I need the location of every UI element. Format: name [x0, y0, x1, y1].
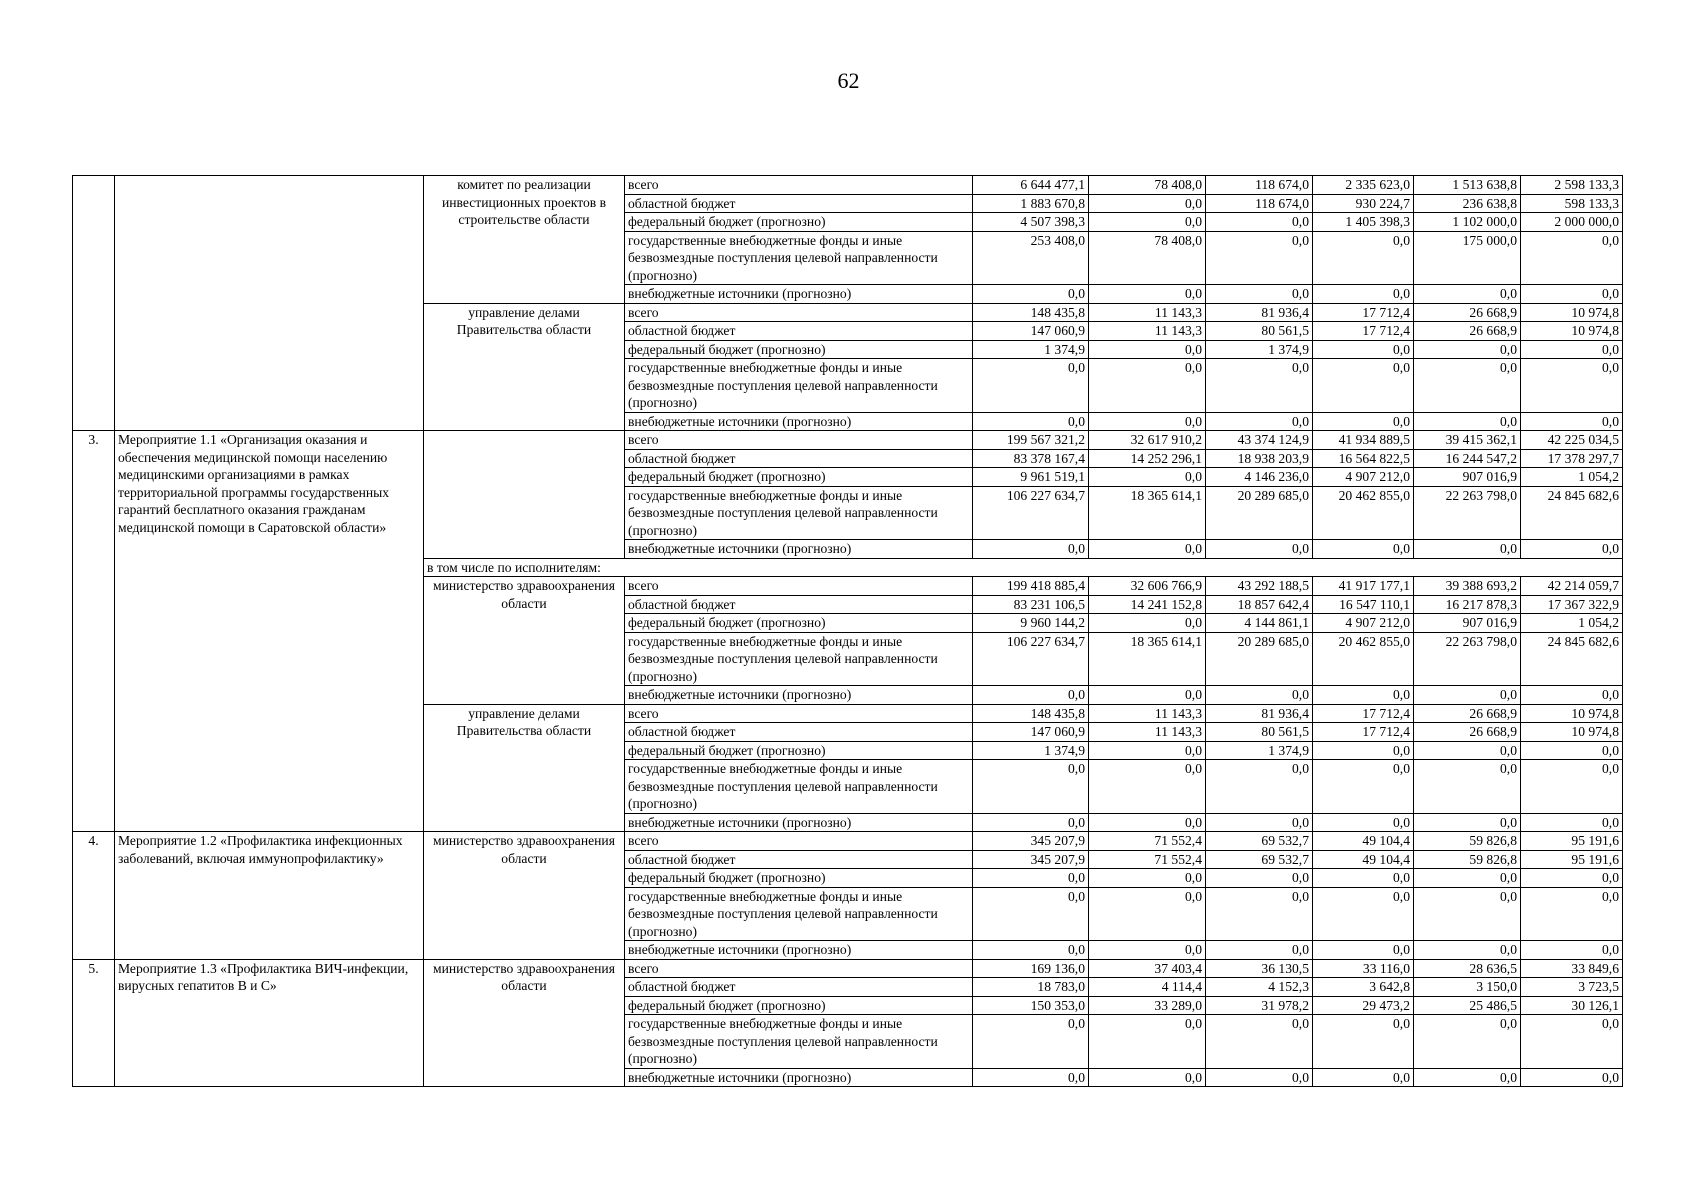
- amount-cell: 0,0: [973, 412, 1089, 431]
- funding-source: государственные внебюджетные фонды и иные безвозмездные поступления целевой направленности (прогнозно): [625, 1015, 973, 1069]
- amount-cell: 0,0: [1206, 412, 1313, 431]
- amount-cell: 10 974,8: [1521, 322, 1623, 341]
- amount-cell: 0,0: [973, 686, 1089, 705]
- amount-cell: 0,0: [973, 813, 1089, 832]
- amount-cell: 0,0: [1521, 813, 1623, 832]
- amount-cell: 0,0: [1414, 1068, 1521, 1087]
- amount-cell: 36 130,5: [1206, 959, 1313, 978]
- table-row: [73, 176, 1623, 195]
- amount-cell: 81 936,4: [1206, 704, 1313, 723]
- executors-note: в том числе по исполнителям:: [424, 558, 1623, 577]
- amount-cell: 253 408,0: [973, 231, 1089, 285]
- funding-source: областной бюджет: [625, 723, 973, 742]
- amount-cell: 930 224,7: [1313, 194, 1414, 213]
- amount-cell: 0,0: [1089, 760, 1206, 814]
- amount-cell: 78 408,0: [1089, 231, 1206, 285]
- amount-cell: 0,0: [973, 285, 1089, 304]
- amount-cell: 0,0: [1313, 741, 1414, 760]
- amount-cell: 26 668,9: [1414, 723, 1521, 742]
- funding-source: всего: [625, 959, 973, 978]
- amount-cell: 0,0: [1521, 540, 1623, 559]
- amount-cell: 118 674,0: [1206, 194, 1313, 213]
- funding-source: областной бюджет: [625, 449, 973, 468]
- amount-cell: 0,0: [1206, 213, 1313, 232]
- amount-cell: 0,0: [1089, 359, 1206, 413]
- executor-name: комитет по реализации инвестиционных проектов в строительстве области: [424, 176, 625, 304]
- amount-cell: 0,0: [973, 941, 1089, 960]
- amount-cell: 0,0: [1089, 340, 1206, 359]
- amount-cell: 0,0: [1313, 540, 1414, 559]
- amount-cell: 169 136,0: [973, 959, 1089, 978]
- amount-cell: 2 598 133,3: [1521, 176, 1623, 195]
- amount-cell: 0,0: [1313, 869, 1414, 888]
- funding-source: федеральный бюджет (прогнозно): [625, 340, 973, 359]
- amount-cell: 16 547 110,1: [1313, 595, 1414, 614]
- amount-cell: 0,0: [1521, 1015, 1623, 1069]
- budget-table: [72, 175, 1623, 1087]
- amount-cell: 0,0: [1414, 741, 1521, 760]
- amount-cell: 22 263 798,0: [1414, 486, 1521, 540]
- amount-cell: 0,0: [1313, 686, 1414, 705]
- amount-cell: 0,0: [1206, 285, 1313, 304]
- amount-cell: 0,0: [1206, 1015, 1313, 1069]
- amount-cell: 0,0: [1414, 340, 1521, 359]
- amount-cell: 0,0: [1206, 760, 1313, 814]
- amount-cell: 0,0: [1206, 359, 1313, 413]
- amount-cell: 95 191,6: [1521, 850, 1623, 869]
- amount-cell: 10 974,8: [1521, 704, 1623, 723]
- amount-cell: 0,0: [1313, 760, 1414, 814]
- amount-cell: 17 712,4: [1313, 322, 1414, 341]
- amount-cell: 37 403,4: [1089, 959, 1206, 978]
- amount-cell: 4 144 861,1: [1206, 614, 1313, 633]
- amount-cell: 0,0: [1414, 1015, 1521, 1069]
- amount-cell: 0,0: [1089, 869, 1206, 888]
- amount-cell: 0,0: [1089, 941, 1206, 960]
- event-name: Мероприятие 1.3 «Профилактика ВИЧ-инфекции, вирусных гепатитов В и С»: [115, 959, 424, 1087]
- amount-cell: 2 000 000,0: [1521, 213, 1623, 232]
- amount-cell: 0,0: [1521, 1068, 1623, 1087]
- amount-cell: 32 606 766,9: [1089, 577, 1206, 596]
- amount-cell: 1 374,9: [973, 741, 1089, 760]
- amount-cell: 0,0: [1313, 231, 1414, 285]
- amount-cell: 236 638,8: [1414, 194, 1521, 213]
- funding-source: федеральный бюджет (прогнозно): [625, 213, 973, 232]
- funding-source: государственные внебюджетные фонды и иные безвозмездные поступления целевой направленности (прогнозно): [625, 632, 973, 686]
- amount-cell: 69 532,7: [1206, 832, 1313, 851]
- funding-source: государственные внебюджетные фонды и иные безвозмездные поступления целевой направленности (прогнозно): [625, 359, 973, 413]
- amount-cell: 81 936,4: [1206, 303, 1313, 322]
- executor-name: министерство здравоохранения области: [424, 577, 625, 705]
- amount-cell: 49 104,4: [1313, 832, 1414, 851]
- amount-cell: 147 060,9: [973, 322, 1089, 341]
- amount-cell: 39 388 693,2: [1414, 577, 1521, 596]
- table-row: [73, 832, 1623, 851]
- amount-cell: 0,0: [1313, 1015, 1414, 1069]
- amount-cell: 175 000,0: [1414, 231, 1521, 285]
- row-index: 4.: [73, 832, 115, 960]
- amount-cell: 42 225 034,5: [1521, 431, 1623, 450]
- executor-name: министерство здравоохранения области: [424, 832, 625, 960]
- amount-cell: 1 102 000,0: [1414, 213, 1521, 232]
- amount-cell: 199 567 321,2: [973, 431, 1089, 450]
- amount-cell: 0,0: [1414, 285, 1521, 304]
- funding-source: государственные внебюджетные фонды и иные безвозмездные поступления целевой направленности (прогнозно): [625, 760, 973, 814]
- amount-cell: 17 712,4: [1313, 704, 1414, 723]
- amount-cell: 0,0: [1089, 285, 1206, 304]
- funding-source: федеральный бюджет (прогнозно): [625, 869, 973, 888]
- amount-cell: 11 143,3: [1089, 723, 1206, 742]
- amount-cell: 95 191,6: [1521, 832, 1623, 851]
- amount-cell: 598 133,3: [1521, 194, 1623, 213]
- funding-source: внебюджетные источники (прогнозно): [625, 412, 973, 431]
- amount-cell: 26 668,9: [1414, 303, 1521, 322]
- amount-cell: 0,0: [973, 540, 1089, 559]
- funding-source: областной бюджет: [625, 850, 973, 869]
- amount-cell: 14 252 296,1: [1089, 449, 1206, 468]
- amount-cell: 0,0: [1089, 1015, 1206, 1069]
- amount-cell: 0,0: [973, 1015, 1089, 1069]
- amount-cell: 148 435,8: [973, 704, 1089, 723]
- funding-source: всего: [625, 704, 973, 723]
- amount-cell: 20 462 855,0: [1313, 486, 1414, 540]
- amount-cell: 26 668,9: [1414, 322, 1521, 341]
- amount-cell: 33 849,6: [1521, 959, 1623, 978]
- amount-cell: 0,0: [1313, 887, 1414, 941]
- amount-cell: 0,0: [1313, 941, 1414, 960]
- amount-cell: 26 668,9: [1414, 704, 1521, 723]
- amount-cell: 0,0: [1313, 1068, 1414, 1087]
- funding-source: областной бюджет: [625, 194, 973, 213]
- amount-cell: 0,0: [1206, 686, 1313, 705]
- amount-cell: 4 146 236,0: [1206, 468, 1313, 487]
- amount-cell: 150 353,0: [973, 996, 1089, 1015]
- row-index: [73, 176, 115, 431]
- amount-cell: 9 960 144,2: [973, 614, 1089, 633]
- amount-cell: 16 564 822,5: [1313, 449, 1414, 468]
- amount-cell: 1 054,2: [1521, 614, 1623, 633]
- amount-cell: 30 126,1: [1521, 996, 1623, 1015]
- amount-cell: 28 636,5: [1414, 959, 1521, 978]
- executor-name: управление делами Правительства области: [424, 704, 625, 832]
- amount-cell: 148 435,8: [973, 303, 1089, 322]
- amount-cell: 25 486,5: [1414, 996, 1521, 1015]
- amount-cell: 0,0: [1206, 941, 1313, 960]
- funding-source: всего: [625, 176, 973, 195]
- amount-cell: 106 227 634,7: [973, 486, 1089, 540]
- funding-source: государственные внебюджетные фонды и иные безвозмездные поступления целевой направленности (прогнозно): [625, 887, 973, 941]
- amount-cell: 20 462 855,0: [1313, 632, 1414, 686]
- amount-cell: 0,0: [973, 1068, 1089, 1087]
- amount-cell: 31 978,2: [1206, 996, 1313, 1015]
- amount-cell: 3 723,5: [1521, 978, 1623, 997]
- amount-cell: 0,0: [1521, 359, 1623, 413]
- amount-cell: 0,0: [1521, 231, 1623, 285]
- funding-source: внебюджетные источники (прогнозно): [625, 540, 973, 559]
- amount-cell: 1 054,2: [1521, 468, 1623, 487]
- amount-cell: 0,0: [1206, 813, 1313, 832]
- amount-cell: 22 263 798,0: [1414, 632, 1521, 686]
- amount-cell: 0,0: [1313, 285, 1414, 304]
- amount-cell: 0,0: [1521, 887, 1623, 941]
- amount-cell: 2 335 623,0: [1313, 176, 1414, 195]
- amount-cell: 83 378 167,4: [973, 449, 1089, 468]
- funding-source: всего: [625, 832, 973, 851]
- amount-cell: 83 231 106,5: [973, 595, 1089, 614]
- amount-cell: 17 712,4: [1313, 723, 1414, 742]
- amount-cell: 4 507 398,3: [973, 213, 1089, 232]
- amount-cell: 345 207,9: [973, 850, 1089, 869]
- amount-cell: 0,0: [1521, 869, 1623, 888]
- amount-cell: 24 845 682,6: [1521, 486, 1623, 540]
- amount-cell: 1 883 670,8: [973, 194, 1089, 213]
- executor-name: [424, 431, 625, 559]
- amount-cell: 4 907 212,0: [1313, 468, 1414, 487]
- funding-source: федеральный бюджет (прогнозно): [625, 996, 973, 1015]
- event-name: Мероприятие 1.2 «Профилактика инфекционных заболеваний, включая иммунопрофилактику»: [115, 832, 424, 960]
- table-row: [73, 431, 1623, 450]
- amount-cell: 0,0: [1521, 941, 1623, 960]
- amount-cell: 1 374,9: [973, 340, 1089, 359]
- amount-cell: 0,0: [1313, 813, 1414, 832]
- amount-cell: 0,0: [1414, 869, 1521, 888]
- funding-source: федеральный бюджет (прогнозно): [625, 614, 973, 633]
- funding-source: внебюджетные источники (прогнозно): [625, 813, 973, 832]
- amount-cell: 4 114,4: [1089, 978, 1206, 997]
- amount-cell: 17 378 297,7: [1521, 449, 1623, 468]
- amount-cell: 42 214 059,7: [1521, 577, 1623, 596]
- amount-cell: 0,0: [1089, 741, 1206, 760]
- page-number: 62: [837, 68, 860, 93]
- event-name: Мероприятие 1.1 «Организация оказания и обеспечения медицинской помощи населению медицинскими организациями в рамках территориальной программы государственных гарантий бесплатного оказания гражданам медицинской помощи в Саратовской области»: [115, 431, 424, 832]
- amount-cell: 0,0: [973, 760, 1089, 814]
- amount-cell: 0,0: [1089, 1068, 1206, 1087]
- amount-cell: 907 016,9: [1414, 468, 1521, 487]
- amount-cell: 69 532,7: [1206, 850, 1313, 869]
- event-name: [115, 176, 424, 431]
- table-body: [73, 176, 1623, 1087]
- funding-source: государственные внебюджетные фонды и иные безвозмездные поступления целевой направленности (прогнозно): [625, 231, 973, 285]
- amount-cell: 41 934 889,5: [1313, 431, 1414, 450]
- funding-source: внебюджетные источники (прогнозно): [625, 941, 973, 960]
- amount-cell: 4 907 212,0: [1313, 614, 1414, 633]
- amount-cell: 10 974,8: [1521, 723, 1623, 742]
- amount-cell: 0,0: [1521, 686, 1623, 705]
- amount-cell: 18 365 614,1: [1089, 632, 1206, 686]
- funding-source: внебюджетные источники (прогнозно): [625, 686, 973, 705]
- funding-source: федеральный бюджет (прогнозно): [625, 468, 973, 487]
- amount-cell: 39 415 362,1: [1414, 431, 1521, 450]
- amount-cell: 106 227 634,7: [973, 632, 1089, 686]
- amount-cell: 1 405 398,3: [1313, 213, 1414, 232]
- amount-cell: 0,0: [1089, 686, 1206, 705]
- funding-source: внебюджетные источники (прогнозно): [625, 1068, 973, 1087]
- amount-cell: 78 408,0: [1089, 176, 1206, 195]
- amount-cell: 0,0: [1414, 540, 1521, 559]
- amount-cell: 0,0: [1206, 540, 1313, 559]
- amount-cell: 0,0: [1521, 340, 1623, 359]
- amount-cell: 3 642,8: [1313, 978, 1414, 997]
- amount-cell: 71 552,4: [1089, 850, 1206, 869]
- amount-cell: 0,0: [1521, 285, 1623, 304]
- row-index: 3.: [73, 431, 115, 832]
- amount-cell: 59 826,8: [1414, 832, 1521, 851]
- amount-cell: 0,0: [1313, 412, 1414, 431]
- amount-cell: 43 292 188,5: [1206, 577, 1313, 596]
- amount-cell: 0,0: [1414, 686, 1521, 705]
- amount-cell: 0,0: [1089, 887, 1206, 941]
- amount-cell: 80 561,5: [1206, 723, 1313, 742]
- amount-cell: 43 374 124,9: [1206, 431, 1313, 450]
- amount-cell: 345 207,9: [973, 832, 1089, 851]
- amount-cell: 29 473,2: [1313, 996, 1414, 1015]
- amount-cell: 0,0: [1206, 1068, 1313, 1087]
- amount-cell: 0,0: [1313, 340, 1414, 359]
- table-row: [73, 959, 1623, 978]
- amount-cell: 59 826,8: [1414, 850, 1521, 869]
- funding-source: областной бюджет: [625, 978, 973, 997]
- amount-cell: 24 845 682,6: [1521, 632, 1623, 686]
- funding-source: федеральный бюджет (прогнозно): [625, 741, 973, 760]
- amount-cell: 4 152,3: [1206, 978, 1313, 997]
- amount-cell: 11 143,3: [1089, 303, 1206, 322]
- amount-cell: 0,0: [1414, 813, 1521, 832]
- amount-cell: 118 674,0: [1206, 176, 1313, 195]
- amount-cell: 16 244 547,2: [1414, 449, 1521, 468]
- amount-cell: 0,0: [1089, 813, 1206, 832]
- funding-source: всего: [625, 577, 973, 596]
- amount-cell: 6 644 477,1: [973, 176, 1089, 195]
- amount-cell: 1 513 638,8: [1414, 176, 1521, 195]
- amount-cell: 0,0: [1414, 359, 1521, 413]
- amount-cell: 0,0: [1521, 412, 1623, 431]
- amount-cell: 0,0: [1089, 540, 1206, 559]
- amount-cell: 0,0: [1206, 869, 1313, 888]
- amount-cell: 17 712,4: [1313, 303, 1414, 322]
- amount-cell: 11 143,3: [1089, 322, 1206, 341]
- funding-source: всего: [625, 431, 973, 450]
- amount-cell: 33 289,0: [1089, 996, 1206, 1015]
- funding-source: всего: [625, 303, 973, 322]
- amount-cell: 0,0: [1521, 741, 1623, 760]
- row-index: 5.: [73, 959, 115, 1087]
- amount-cell: 17 367 322,9: [1521, 595, 1623, 614]
- amount-cell: 907 016,9: [1414, 614, 1521, 633]
- amount-cell: 49 104,4: [1313, 850, 1414, 869]
- executor-name: управление делами Правительства области: [424, 303, 625, 431]
- amount-cell: 0,0: [1206, 887, 1313, 941]
- amount-cell: 0,0: [1414, 887, 1521, 941]
- amount-cell: 0,0: [973, 359, 1089, 413]
- amount-cell: 18 783,0: [973, 978, 1089, 997]
- amount-cell: 1 374,9: [1206, 741, 1313, 760]
- amount-cell: 32 617 910,2: [1089, 431, 1206, 450]
- amount-cell: 0,0: [1414, 941, 1521, 960]
- funding-source: областной бюджет: [625, 322, 973, 341]
- amount-cell: 71 552,4: [1089, 832, 1206, 851]
- amount-cell: 0,0: [1521, 760, 1623, 814]
- amount-cell: 20 289 685,0: [1206, 632, 1313, 686]
- amount-cell: 18 365 614,1: [1089, 486, 1206, 540]
- amount-cell: 33 116,0: [1313, 959, 1414, 978]
- amount-cell: 0,0: [1089, 614, 1206, 633]
- amount-cell: 18 857 642,4: [1206, 595, 1313, 614]
- amount-cell: 0,0: [1089, 468, 1206, 487]
- amount-cell: 3 150,0: [1414, 978, 1521, 997]
- amount-cell: 147 060,9: [973, 723, 1089, 742]
- amount-cell: 10 974,8: [1521, 303, 1623, 322]
- amount-cell: 0,0: [973, 887, 1089, 941]
- amount-cell: 199 418 885,4: [973, 577, 1089, 596]
- amount-cell: 0,0: [1089, 213, 1206, 232]
- amount-cell: 0,0: [1089, 412, 1206, 431]
- funding-source: государственные внебюджетные фонды и иные безвозмездные поступления целевой направленности (прогнозно): [625, 486, 973, 540]
- executor-name: министерство здравоохранения области: [424, 959, 625, 1087]
- amount-cell: 16 217 878,3: [1414, 595, 1521, 614]
- amount-cell: 0,0: [1414, 412, 1521, 431]
- amount-cell: 0,0: [1313, 359, 1414, 413]
- amount-cell: 0,0: [1414, 760, 1521, 814]
- amount-cell: 1 374,9: [1206, 340, 1313, 359]
- funding-source: областной бюджет: [625, 595, 973, 614]
- amount-cell: 9 961 519,1: [973, 468, 1089, 487]
- amount-cell: 0,0: [1206, 231, 1313, 285]
- amount-cell: 18 938 203,9: [1206, 449, 1313, 468]
- amount-cell: 11 143,3: [1089, 704, 1206, 723]
- amount-cell: 80 561,5: [1206, 322, 1313, 341]
- funding-source: внебюджетные источники (прогнозно): [625, 285, 973, 304]
- amount-cell: 0,0: [1089, 194, 1206, 213]
- amount-cell: 14 241 152,8: [1089, 595, 1206, 614]
- amount-cell: 41 917 177,1: [1313, 577, 1414, 596]
- amount-cell: 0,0: [973, 869, 1089, 888]
- amount-cell: 20 289 685,0: [1206, 486, 1313, 540]
